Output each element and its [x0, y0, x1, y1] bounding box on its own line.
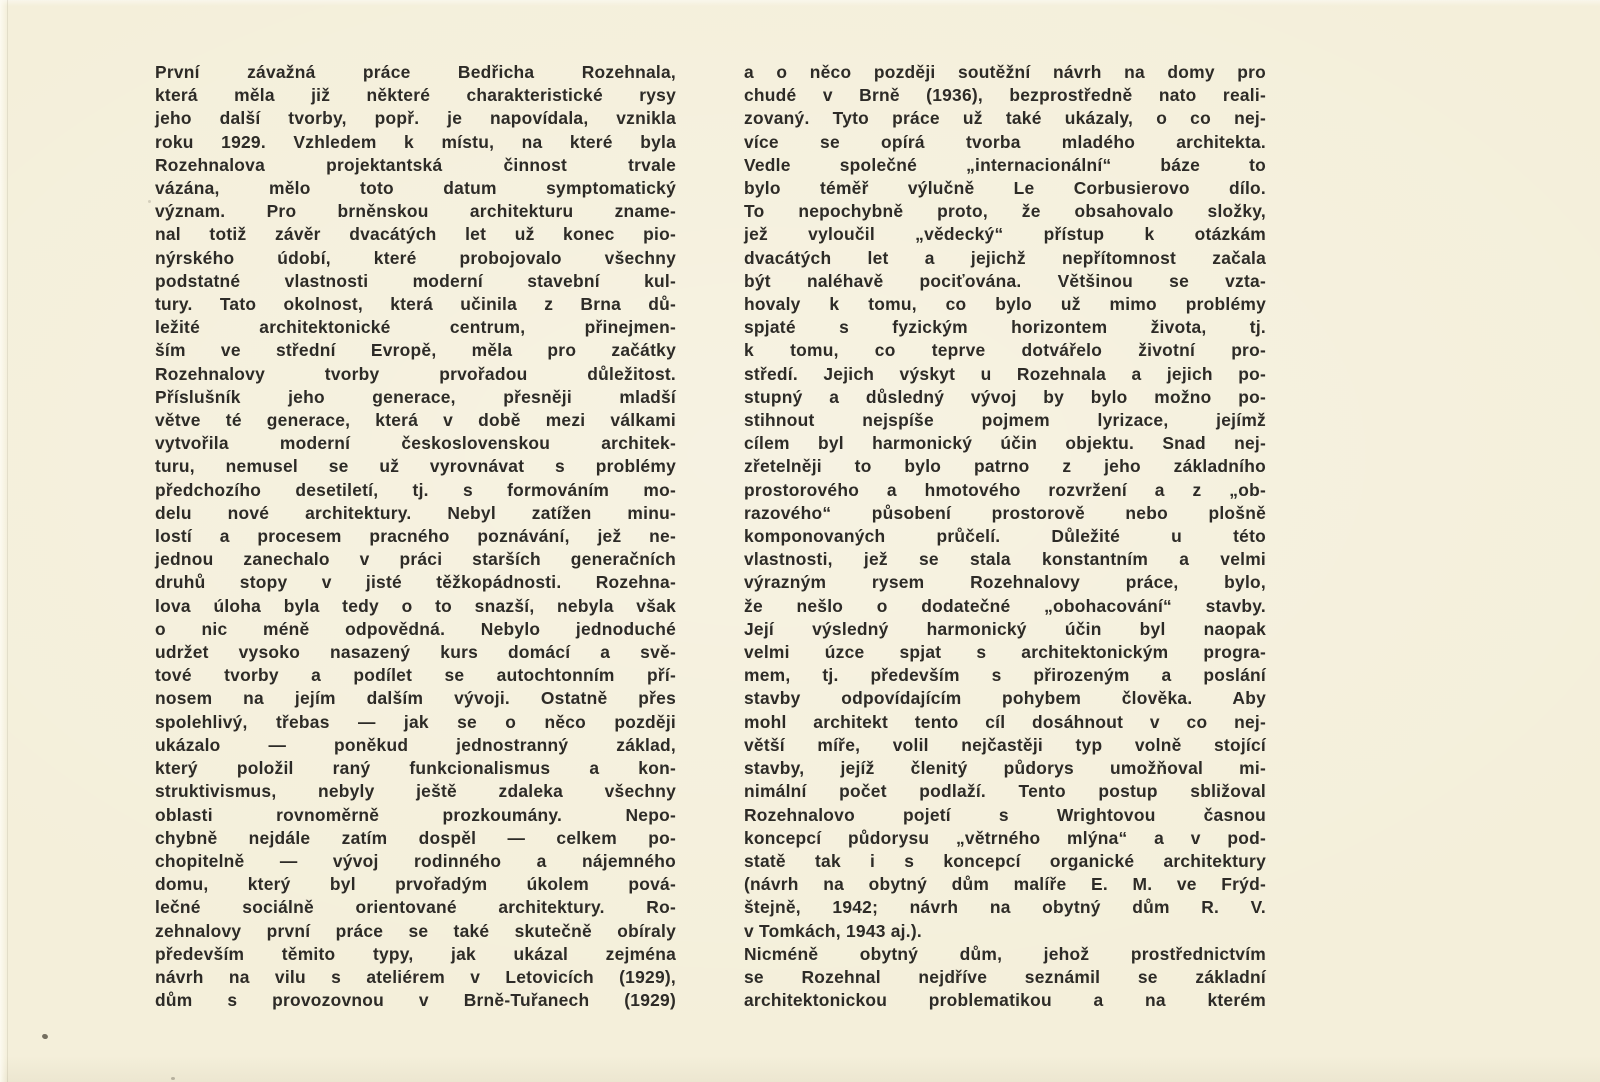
text-line: význam. Pro brněnskou architekturu zname- — [155, 201, 676, 222]
text-line: bylo téměř výlučně Le Corbusierovo dílo. — [744, 178, 1266, 199]
text-line: stavby odpovídajícím pohybem člověka. Aby — [744, 688, 1266, 709]
text-line: chopitelně — vývoj rodinného a nájemného — [155, 850, 676, 871]
text-line: nal totiž závěr dvacátých let už konec pio- — [155, 224, 676, 245]
text-line: druhů stopy v jisté těžkopádnosti. Rozehna- — [155, 572, 676, 593]
text-line: větší míře, volil nejčastěji typ volně stojící — [744, 734, 1266, 755]
text-line: lečné sociálně orientované architektury. Ro- — [155, 897, 676, 918]
text-line: zovaný. Tyto práce už také ukázaly, o co nej- — [744, 108, 1266, 129]
text-line: podstatné vlastnosti moderní stavební kul- — [155, 270, 676, 291]
text-line: být naléhavě pociťována. Většinou se vzta- — [744, 270, 1266, 291]
text-line: Nicméně obytný dům, jehož prostřednictvím — [744, 943, 1266, 964]
text-line: roku 1929. Vzhledem k místu, na které byla — [155, 131, 676, 152]
text-line: udržet vysoko nasazený kurs domácí a svě- — [155, 642, 676, 663]
text-line: více se opírá tvorba mladého architekta. — [744, 131, 1266, 152]
text-line: mem, tj. především s přirozeným a poslání — [744, 665, 1266, 686]
text-line: jeho další tvorby, popř. je napovídala, vznikla — [155, 108, 676, 129]
text-line: vytvořila moderní československou architek- — [155, 433, 676, 454]
text-line: To nepochybně proto, že obsahovalo složky, — [744, 201, 1266, 222]
text-column-right — [744, 61, 1266, 1012]
text-line: architektonickou problematikou a na kterém — [744, 990, 1266, 1011]
text-line: koncepcí půdorysu „větrného mlýna“ a v pod- — [744, 827, 1266, 848]
text-line: ukázalo — poněkud jednostranný základ, — [155, 734, 676, 755]
text-line: spjaté s fyzickým horizontem života, tj. — [744, 317, 1266, 338]
text-line: domu, který byl prvořadým úkolem pová- — [155, 874, 676, 895]
text-line: se Rozehnal nejdříve seznámil se základní — [744, 966, 1266, 987]
text-line: jednou zanechalo v práci starších generačních — [155, 549, 676, 570]
text-line: komponovaných průčelí. Důležité u této — [744, 526, 1266, 547]
text-line: oblasti rovnoměrně prozkoumány. Nepo- — [155, 804, 676, 825]
ink-speck — [171, 1077, 175, 1080]
text-line: tové tvorby a podílet se autochtonním pří- — [155, 665, 676, 686]
ink-speck — [41, 1033, 48, 1040]
text-line: větve té generace, která v době mezi válkami — [155, 410, 676, 431]
text-line: chudé v Brně (1936), bezprostředně nato reali- — [744, 85, 1266, 106]
text-line: stihnout nejspíše pojmem lyrizace, jejímž — [744, 410, 1266, 431]
text-line: zehnalovy první práce se také skutečně obíraly — [155, 920, 676, 941]
text-line: k tomu, co teprve dotvářelo životní pro- — [744, 340, 1266, 361]
text-line: nimální počet podlaží. Tento postup sbližoval — [744, 781, 1266, 802]
text-line: výrazným rysem Rozehnalovy práce, bylo, — [744, 572, 1266, 593]
text-line: nosem na jejím dalším vývoji. Ostatně přes — [155, 688, 676, 709]
text-line: chybně nejdále zatím dospěl — celkem po- — [155, 827, 676, 848]
text-line: že nešlo o dodatečné „obohacování“ stavby. — [744, 595, 1266, 616]
text-line: nýrského údobí, které probojovalo všechny — [155, 247, 676, 268]
text-line: návrh na vilu s ateliérem v Letovicích (1929), — [155, 966, 676, 987]
text-line: stavby, jejíž členitý půdorys umožňoval mi- — [744, 758, 1266, 779]
text-line: vázána, mělo toto datum symptomatický — [155, 178, 676, 199]
text-line: statě tak i s koncepcí organické architektury — [744, 850, 1266, 871]
text-line: středí. Jejich výskyt u Rozehnala a jejich po- — [744, 363, 1266, 384]
text-line: turu, nemusel se už vyrovnávat s problémy — [155, 456, 676, 477]
text-line: Příslušník jeho generace, přesněji mladší — [155, 386, 676, 407]
text-line: tury. Tato okolnost, která učinila z Brna dů- — [155, 294, 676, 315]
text-line: lostí a procesem pracného poznávání, jež ne- — [155, 526, 676, 547]
text-line: prostorového a hmotového rozvržení a z „ob- — [744, 479, 1266, 500]
text-line: hovaly k tomu, co bylo už mimo problémy — [744, 294, 1266, 315]
text-line: Rozehnalovo pojetí s Wrightovou časnou — [744, 804, 1266, 825]
text-line: mohl architekt tento cíl dosáhnout v co nej- — [744, 711, 1266, 732]
text-line: Vedle společné „internacionální“ báze to — [744, 154, 1266, 175]
text-line: dům s provozovnou v Brně-Tuřanech (1929) — [155, 990, 676, 1011]
text-line: Rozehnalovy tvorby prvořadou důležitost. — [155, 363, 676, 384]
text-line: štejně, 1942; návrh na obytný dům R. V. — [744, 897, 1266, 918]
text-line: ším ve střední Evropě, měla pro začátky — [155, 340, 676, 361]
text-line: razového“ působení prostorově nebo plošně — [744, 502, 1266, 523]
text-line: předchozího desetiletí, tj. s formováním mo- — [155, 479, 676, 500]
text-line: jež vyloučil „vědecký“ přístup k otázkám — [744, 224, 1266, 245]
text-line: (návrh na obytný dům malíře E. M. ve Frýd- — [744, 874, 1266, 895]
text-line: o nic méně odpovědná. Nebylo jednoduché — [155, 618, 676, 639]
text-line: stupný a důsledný vývoj by bylo možno po- — [744, 386, 1266, 407]
text-line: vlastnosti, jež se stala konstantním a velmi — [744, 549, 1266, 570]
text-line: v Tomkách, 1943 aj.). — [744, 920, 922, 941]
ink-speck — [148, 200, 151, 203]
text-line: který položil raný funkcionalismus a kon- — [155, 758, 676, 779]
text-line: První závažná práce Bedřicha Rozehnala, — [155, 62, 676, 82]
text-line: která měla již některé charakteristické rysy — [155, 85, 676, 106]
text-column-left — [155, 61, 676, 1012]
text-line: Rozehnalova projektantská činnost trvale — [155, 154, 676, 175]
text-line: struktivismus, nebyly ještě zdaleka všechny — [155, 781, 676, 802]
text-line: především těmito typy, jak ukázal zejména — [155, 943, 676, 964]
paper-edge-line — [7, 0, 8, 1082]
text-line: spolehlivý, třebas — jak se o něco později — [155, 711, 676, 732]
text-line: a o něco později soutěžní návrh na domy pro — [744, 62, 1266, 82]
text-line: delu nové architektury. Nebyl zatížen minu- — [155, 502, 676, 523]
text-line: velmi úzce spjat s architektonickým progra- — [744, 642, 1266, 663]
text-line: ležité architektonické centrum, přinejmen- — [155, 317, 676, 338]
text-line: cílem byl harmonický účin objektu. Snad nej- — [744, 433, 1266, 454]
text-line: dvacátých let a jejichž nepřítomnost začala — [744, 247, 1266, 268]
text-line: Její výsledný harmonický účin byl naopak — [744, 618, 1266, 639]
text-line: zřetelněji to bylo patrno z jeho základního — [744, 456, 1266, 477]
text-line: lova úloha byla tedy o to snazší, nebyla však — [155, 595, 676, 616]
